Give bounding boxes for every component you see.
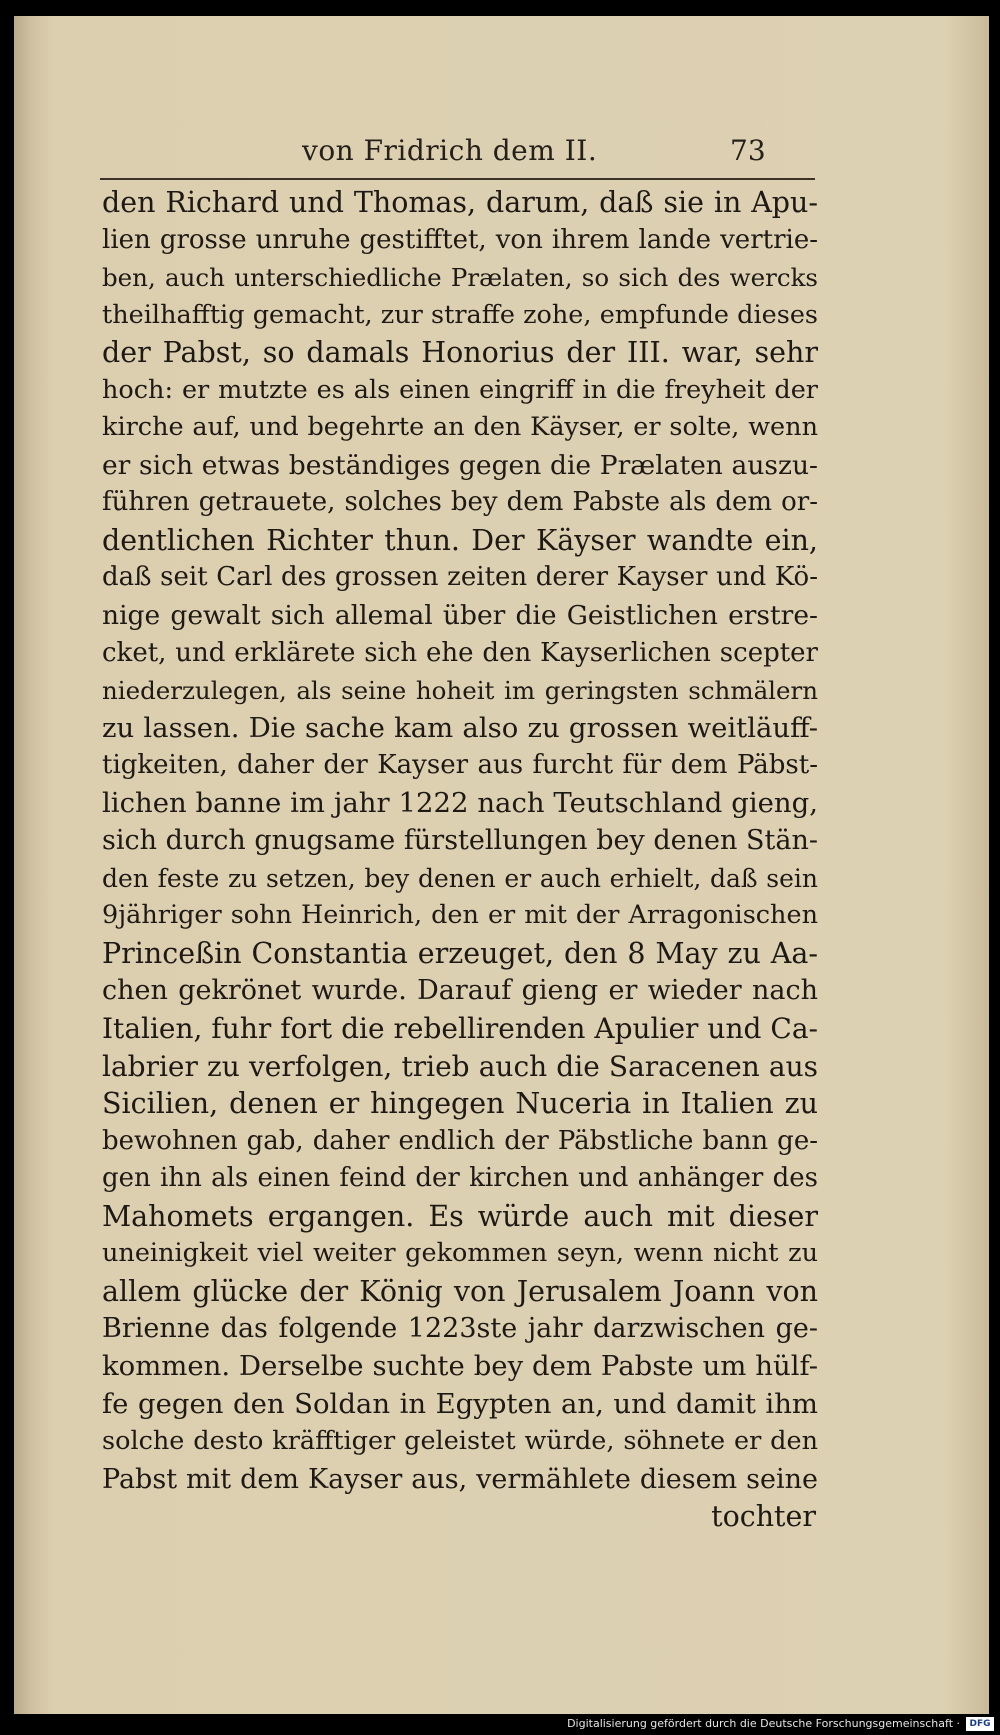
body-text [102,184,818,1536]
text-line: sich durch gnugsame fürstellungen bey denen Stän- [102,825,818,857]
text-line: Princeßin Constantia erzeuget, den 8 May zu Aa- [102,936,818,970]
text-line: Brienne das folgende 1223ste jahr darzwischen ge- [102,1313,818,1345]
page-header [14,120,989,166]
text-line: der Pabst, so damals Honorius der III. war, sehr [102,336,818,370]
text-line: den Richard und Thomas, darum, daß sie in Apu- [102,186,818,219]
page-number: 73 [730,134,766,167]
text-line: Pabst mit dem Kayser aus, vermählete diesem seine [102,1463,818,1495]
text-line: lichen banne im jahr 1222 nach Teutschland gieng, [102,786,818,819]
text-line: daß seit Carl des grossen zeiten derer Kayser und Kö- [102,562,818,593]
text-line: Sicilien, denen er hingegen Nuceria in Italien zu [102,1087,818,1121]
text-line: bewohnen gab, daher endlich der Päbstliche bann ge- [102,1125,818,1156]
text-line: uneinigkeit viel weiter gekommen seyn, wenn nicht zu [102,1238,818,1269]
text-line: führen getrauete, solches bey dem Pabste als dem or- [102,487,818,518]
text-line: allem glücke der König von Jerusalem Joann von [102,1274,818,1308]
text-line: kommen. Derselbe suchte bey dem Pabste um hülf- [102,1349,818,1382]
text-line: er sich etwas beständiges gegen die Prælaten auszu- [102,449,818,481]
text-line: gen ihn als einen feind der kirchen und anhänger des [102,1163,818,1194]
text-line: chen gekrönet wurde. Darauf gieng er wieder nach [102,975,818,1007]
text-line: kirche auf, und begehrte an den Käyser, er solte, wenn [102,412,818,443]
text-line: zu lassen. Die sache kam also zu grossen weitläuff- [102,711,818,744]
dfg-logo-icon: DFG [966,1717,994,1731]
text-line: labrier zu verfolgen, trieb auch die Saracenen aus [102,1049,818,1083]
header-rule [100,178,815,180]
text-line: ben, auch unterschiedliche Prælaten, so sich des wercks [102,263,818,293]
footer-bar [0,1714,1000,1735]
text-line: fe gegen den Soldan in Egypten an, und damit ihm [102,1387,818,1420]
text-line: niederzulegen, als seine hoheit im geringsten schmälern [102,676,818,706]
running-head: von Fridrich dem II. [302,134,598,167]
catchword: tochter [711,1500,816,1534]
text-line: theilhafftig gemacht, zur straffe zohe, empfunde dieses [102,299,818,330]
text-line: 9jähriger sohn Heinrich, den er mit der Arragonischen [102,900,818,931]
text-line: lien grosse unruhe gestifftet, von ihrem lande vertrie- [102,224,818,255]
text-line: cket, und erklärete sich ehe den Kayserlichen scepter [102,637,818,668]
text-line: den feste zu setzen, bey denen er auch erhielt, daß sein [102,863,818,893]
funding-credit: Digitalisierung gefördert durch die Deutsche Forschungsgemeinschaft · [567,1717,960,1730]
text-line: hoch: er mutzte es als einen eingriff in die freyheit der [102,374,818,405]
text-line: Mahomets ergangen. Es würde auch mit dieser [102,1199,818,1233]
text-line: tigkeiten, daher der Kayser aus furcht für dem Päbst- [102,750,818,781]
text-line: solche desto kräfftiger geleistet würde, söhnete er den [102,1426,818,1457]
text-line: Italien, fuhr fort die rebellirenden Apulier und Ca- [102,1012,818,1046]
text-line: nige gewalt sich allemal über die Geistlichen erstre- [102,600,818,632]
book-page [14,16,989,1714]
text-line: dentlichen Richter thun. Der Käyser wandte ein, [102,523,818,557]
